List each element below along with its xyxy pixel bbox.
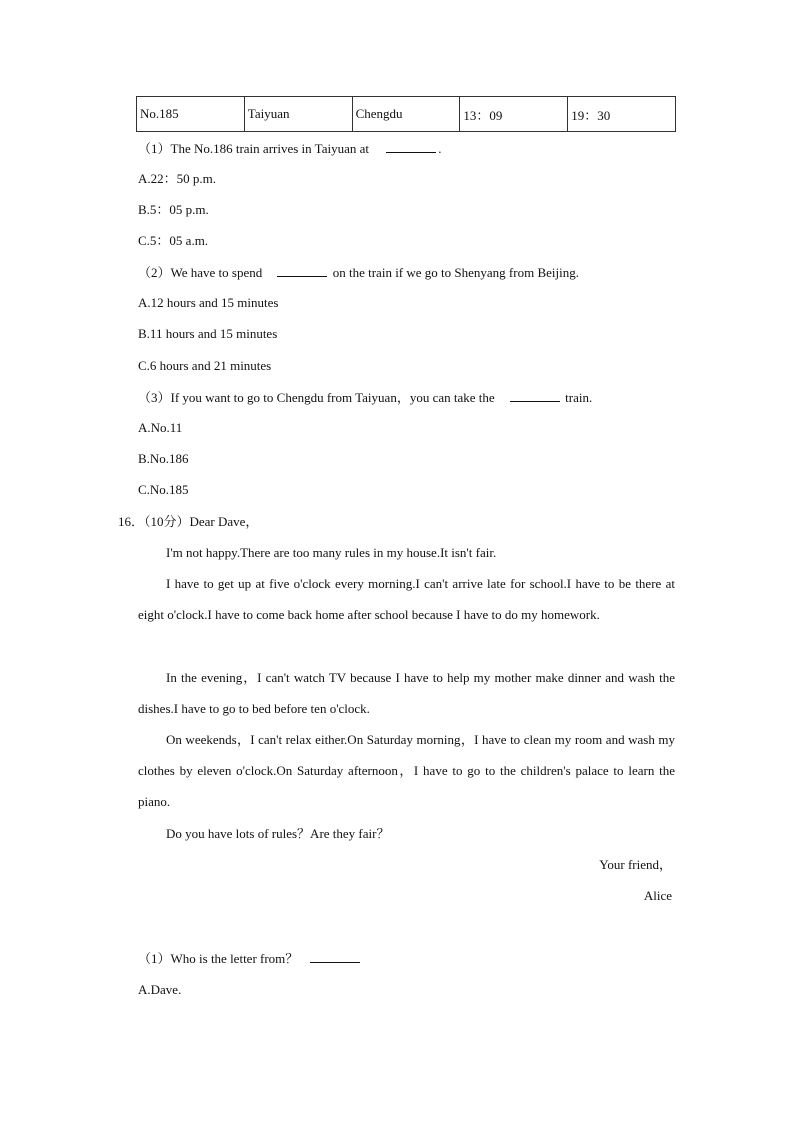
option: B.5：05 p.m. [138, 202, 209, 217]
question-text-end: . [438, 141, 442, 156]
option: A.12 hours and 15 minutes [138, 295, 279, 310]
option: C.No.185 [138, 482, 189, 497]
letter-paragraph [138, 568, 675, 630]
letter-paragraph [138, 724, 675, 817]
letter-signature: Alice [643, 888, 672, 903]
option: B.11 hours and 15 minutes [138, 326, 278, 341]
answer-blank [386, 140, 436, 153]
table-cell: 19：30 [568, 97, 676, 132]
question-text: （1）The No.186 train arrives in Taiyuan at [138, 141, 369, 156]
letter-paragraph [138, 537, 675, 568]
letter-paragraph [138, 662, 675, 724]
paragraph-text: In the evening，I can't watch TV because I have to help my mother make dinner and wash the dishes.I have to go to bed before ten o'clock. [138, 670, 675, 716]
table-cell: No.185 [137, 97, 245, 132]
option: B.No.186 [138, 451, 189, 466]
question-text-end: train. [565, 390, 593, 405]
answer-blank [277, 264, 327, 277]
question-3-stem [138, 389, 592, 406]
question-2-stem [138, 264, 579, 281]
option: A.No.11 [138, 420, 183, 435]
table-row [137, 97, 676, 132]
question-1-stem [138, 140, 442, 157]
option: C.5：05 a.m. [138, 233, 209, 248]
option: A.Dave. [138, 982, 182, 997]
section-16-question-1 [138, 950, 362, 967]
question-text: （2）We have to spend [138, 265, 263, 280]
table-cell: Chengdu [352, 97, 460, 132]
question-text-end: on the train if we go to Shenyang from Beijing. [332, 265, 579, 280]
letter-paragraph [138, 818, 675, 849]
table-cell: Taiyuan [244, 97, 352, 132]
train-schedule-table [136, 96, 676, 132]
paragraph-text: On weekends，I can't relax either.On Saturday morning，I have to clean my room and wash my clothes by eleven o'clock.On Saturday afternoon，I have to go to the children's palace to learn the piano. [138, 732, 675, 809]
question-text: （1）Who is the letter from？ [138, 951, 299, 966]
letter-closing: Your friend， [599, 857, 672, 872]
option: C.6 hours and 21 minutes [138, 358, 272, 373]
answer-blank [310, 950, 360, 963]
option: A.22：50 p.m. [138, 171, 217, 186]
paragraph-text: I have to get up at five o'clock every morning.I can't arrive late for school.I have to be there at eight o'clock.I have to come back home after school because I have to do my homework. [138, 576, 675, 622]
paragraph-text: I'm not happy.There are too many rules in my house.It isn't fair. [166, 545, 497, 560]
paragraph-text: Do you have lots of rules？Are they fair？ [166, 826, 390, 841]
answer-blank [510, 389, 560, 402]
section-16-heading: 16．（10分）Dear Dave， [118, 514, 259, 529]
question-text: （3）If you want to go to Chengdu from Taiyuan，you can take the [138, 390, 495, 405]
table-cell: 13：09 [460, 97, 568, 132]
